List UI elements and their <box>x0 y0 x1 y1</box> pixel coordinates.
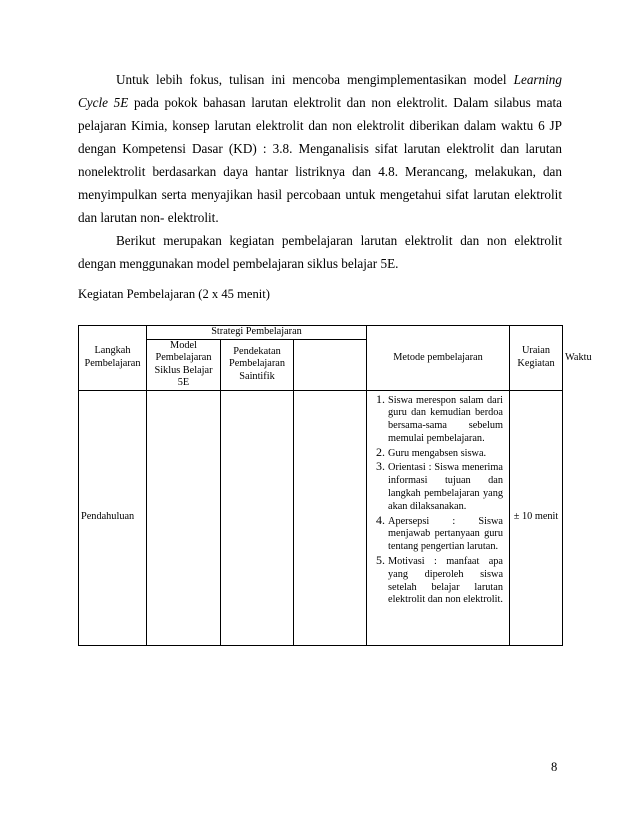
table-row-pendahuluan <box>79 390 563 645</box>
activity-step: 3. Orientasi : Siswa menerima informasi tujuan dan langkah pembelajaran yang akan dilaksanakan. <box>388 460 503 513</box>
paragraph-1-rest: pada pokok bahasan larutan elektrolit dan non elektrolit. Dalam silabus mata pelajaran Kimia, konsep larutan elektrolit dan non elektrolit diberikan dalam waktu 6 JP dengan Kompetensi Dasar (KD) : 3.8. Menganalisis sifat larutan elektrolit dan larutan nonelektrolit berdasarkan daya hantar listriknya dan 4.8. Merancang, melakukan, dan menyimpulkan serta menyajikan hasil percobaan untuk mengetahui sifat larutan elektrolit dan larutan non- elektrolit. <box>78 95 562 225</box>
lesson-activity-table <box>78 325 592 646</box>
page-number: 8 <box>551 760 558 774</box>
intro-paragraph-block <box>78 68 562 275</box>
header-langkah: Langkah Pembelajaran <box>79 326 147 391</box>
activity-step: 2. Guru mengabsen siswa. <box>388 446 503 461</box>
table-caption: Kegiatan Pembelajaran (2 x 45 menit) <box>78 287 270 301</box>
header-uraian: Uraian Kegiatan <box>510 326 563 391</box>
header-pendekatan: Pendekatan Pembelajaran Saintifik <box>221 339 294 390</box>
activity-steps-list <box>371 393 503 608</box>
header-model: Model Pembelajaran Siklus Belajar 5E <box>147 339 221 390</box>
paragraph-1-model-name: Learning Cycle 5E <box>78 72 562 110</box>
header-strategi: Strategi Pembelajaran <box>147 326 367 340</box>
cell-waktu: ± 10 menit <box>510 390 563 645</box>
activity-step: 1. Siswa merespon salam dari guru dan kemudian berdoa bersama-sama sebelum memulai pembelajaran. <box>388 393 503 446</box>
cell-pendekatan <box>221 390 294 645</box>
cell-metode <box>294 390 367 645</box>
activity-step: 4. Apersepsi : Siswa menjawab pertanyaan guru tentang pengertian larutan. <box>388 514 503 554</box>
table-header-row-1: Langkah Pembelajaran Strategi Pembelajaran Metode pembelajaran Uraian Kegiatan Waktu <box>79 326 563 340</box>
paragraph-2: Berikut merupakan kegiatan pembelajaran larutan elektrolit dan non elektrolit dengan menggunakan model pembelajaran siklus belajar 5E. <box>78 233 562 271</box>
cell-model <box>147 390 221 645</box>
header-metode: Metode pembelajaran <box>367 326 510 391</box>
cell-uraian <box>367 390 510 645</box>
cell-langkah: Pendahuluan <box>79 390 147 645</box>
activity-step: 5. Motivasi : manfaat apa yang diperoleh siswa setelah belajar larutan elektrolit dan non elektrolit. <box>388 554 503 607</box>
paragraph-1 <box>78 68 562 229</box>
paragraph-1-prefix: Untuk lebih fokus, tulisan ini mencoba mengimplementasikan model <box>116 72 514 87</box>
